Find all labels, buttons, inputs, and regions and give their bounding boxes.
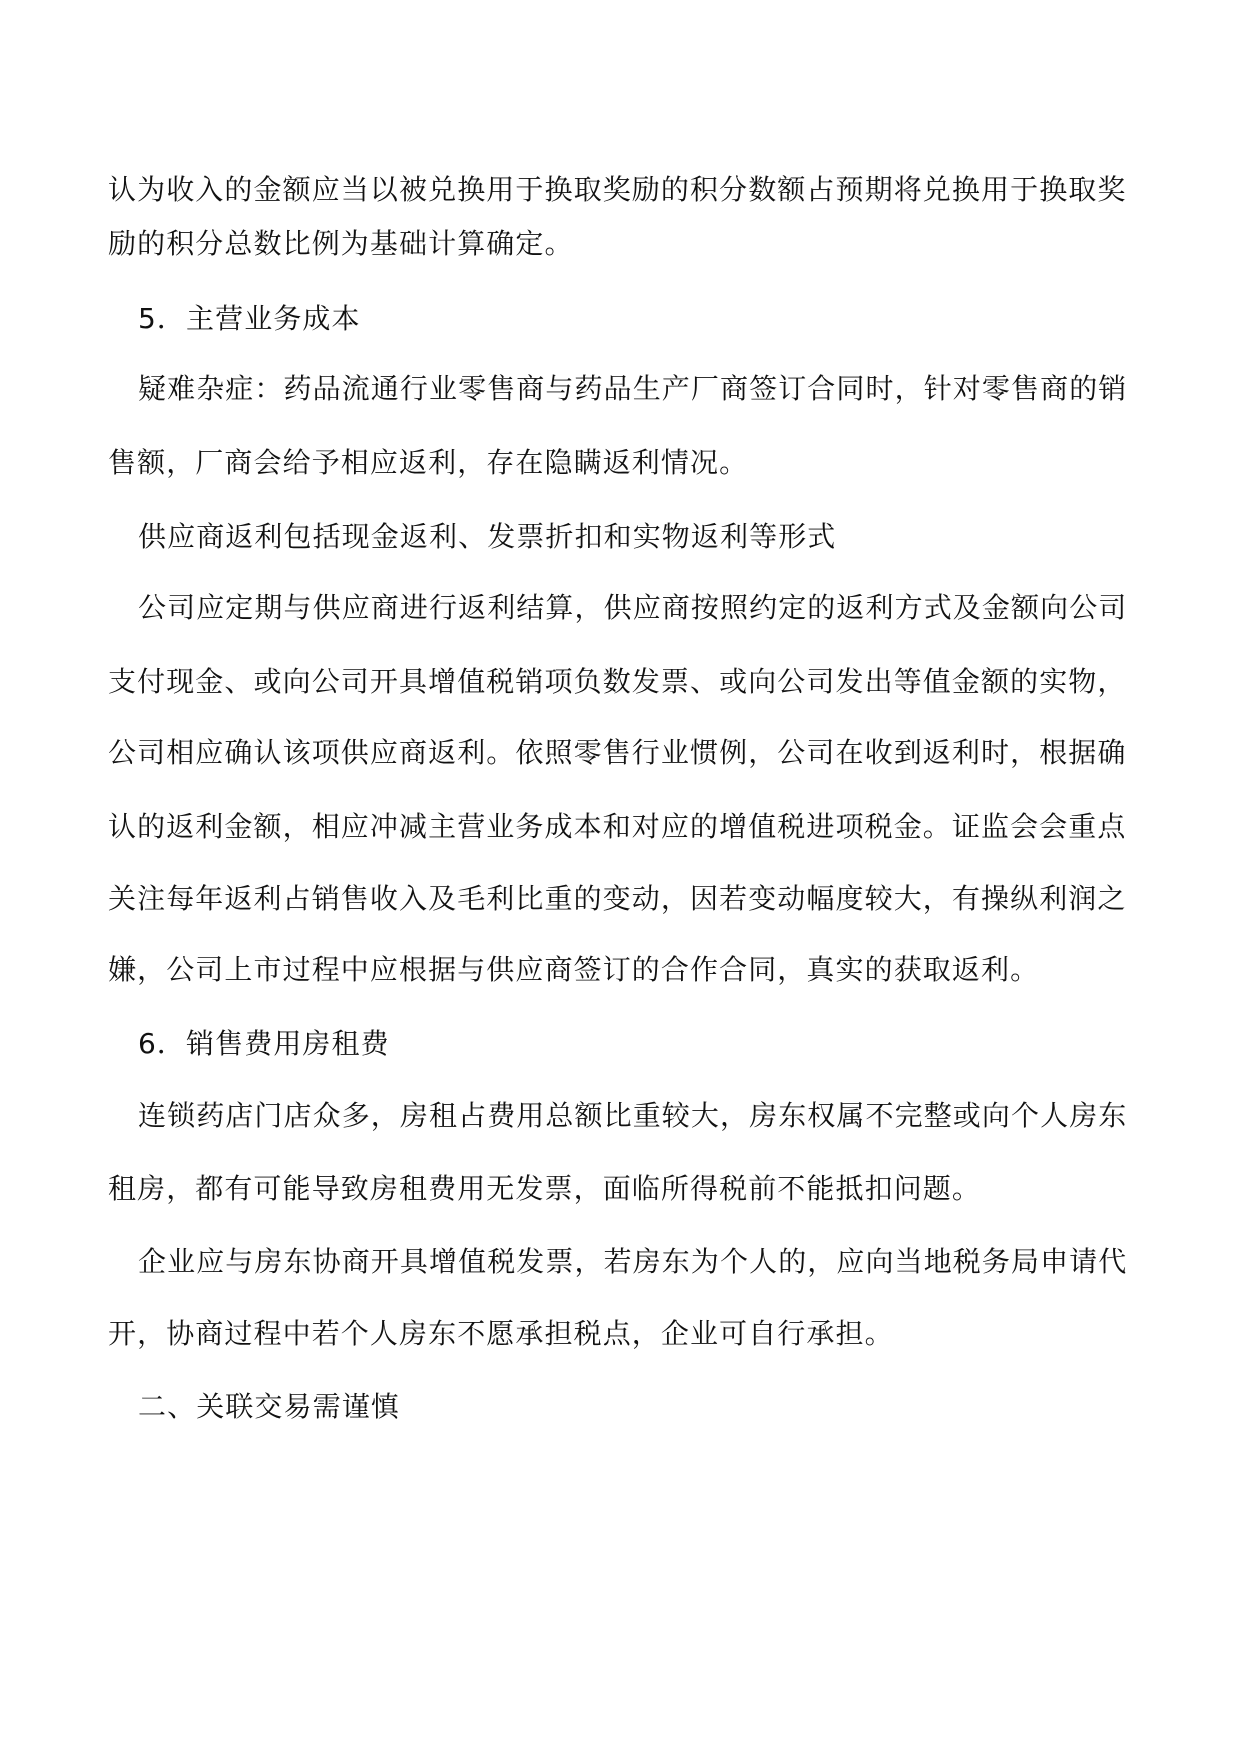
paragraph-line: 租房，都有可能导致房租费用无发票，面临所得税前不能抵扣问题。: [108, 1172, 982, 1205]
paragraph-line: 连锁药店门店众多，房租占费用总额比重较大，房东权属不完整或向个人房东: [138, 1099, 1128, 1132]
section-heading: 5．主营业务成本: [138, 302, 361, 335]
paragraph-line: 公司相应确认该项供应商返利。依照零售行业惯例，公司在收到返利时，根据确: [108, 736, 1127, 769]
paragraph-line: 开，协商过程中若个人房东不愿承担税点，企业可自行承担。: [108, 1317, 894, 1350]
paragraph-line: 支付现金、或向公司开具增值税销项负数发票、或向公司发出等值金额的实物，: [108, 665, 1127, 698]
paragraph-line: 供应商返利包括现金返利、发票折扣和实物返利等形式: [138, 520, 837, 553]
paragraph-line: 嫌，公司上市过程中应根据与供应商签订的合作合同，真实的获取返利。: [108, 953, 1040, 986]
paragraph-line: 关注每年返利占销售收入及毛利比重的变动，因若变动幅度较大，有操纵利润之: [108, 882, 1127, 915]
paragraph-line: 售额，厂商会给予相应返利，存在隐瞒返利情况。: [108, 446, 749, 479]
paragraph-line: 励的积分总数比例为基础计算确定。: [108, 227, 574, 260]
paragraph-line: 疑难杂症：药品流通行业零售商与药品生产厂商签订合同时，针对零售商的销: [138, 372, 1128, 405]
paragraph-line: 认的返利金额，相应冲减主营业务成本和对应的增值税进项税金。证监会会重点: [108, 810, 1127, 843]
section-heading: 6．销售费用房租费: [138, 1027, 390, 1060]
paragraph-line: 认为收入的金额应当以被兑换用于换取奖励的积分数额占预期将兑换用于换取奖: [108, 173, 1127, 206]
section-heading: 二、关联交易需谨慎: [138, 1390, 400, 1423]
paragraph-line: 公司应定期与供应商进行返利结算，供应商按照约定的返利方式及金额向公司: [138, 591, 1128, 624]
paragraph-line: 企业应与房东协商开具增值税发票，若房东为个人的，应向当地税务局申请代: [138, 1245, 1128, 1278]
